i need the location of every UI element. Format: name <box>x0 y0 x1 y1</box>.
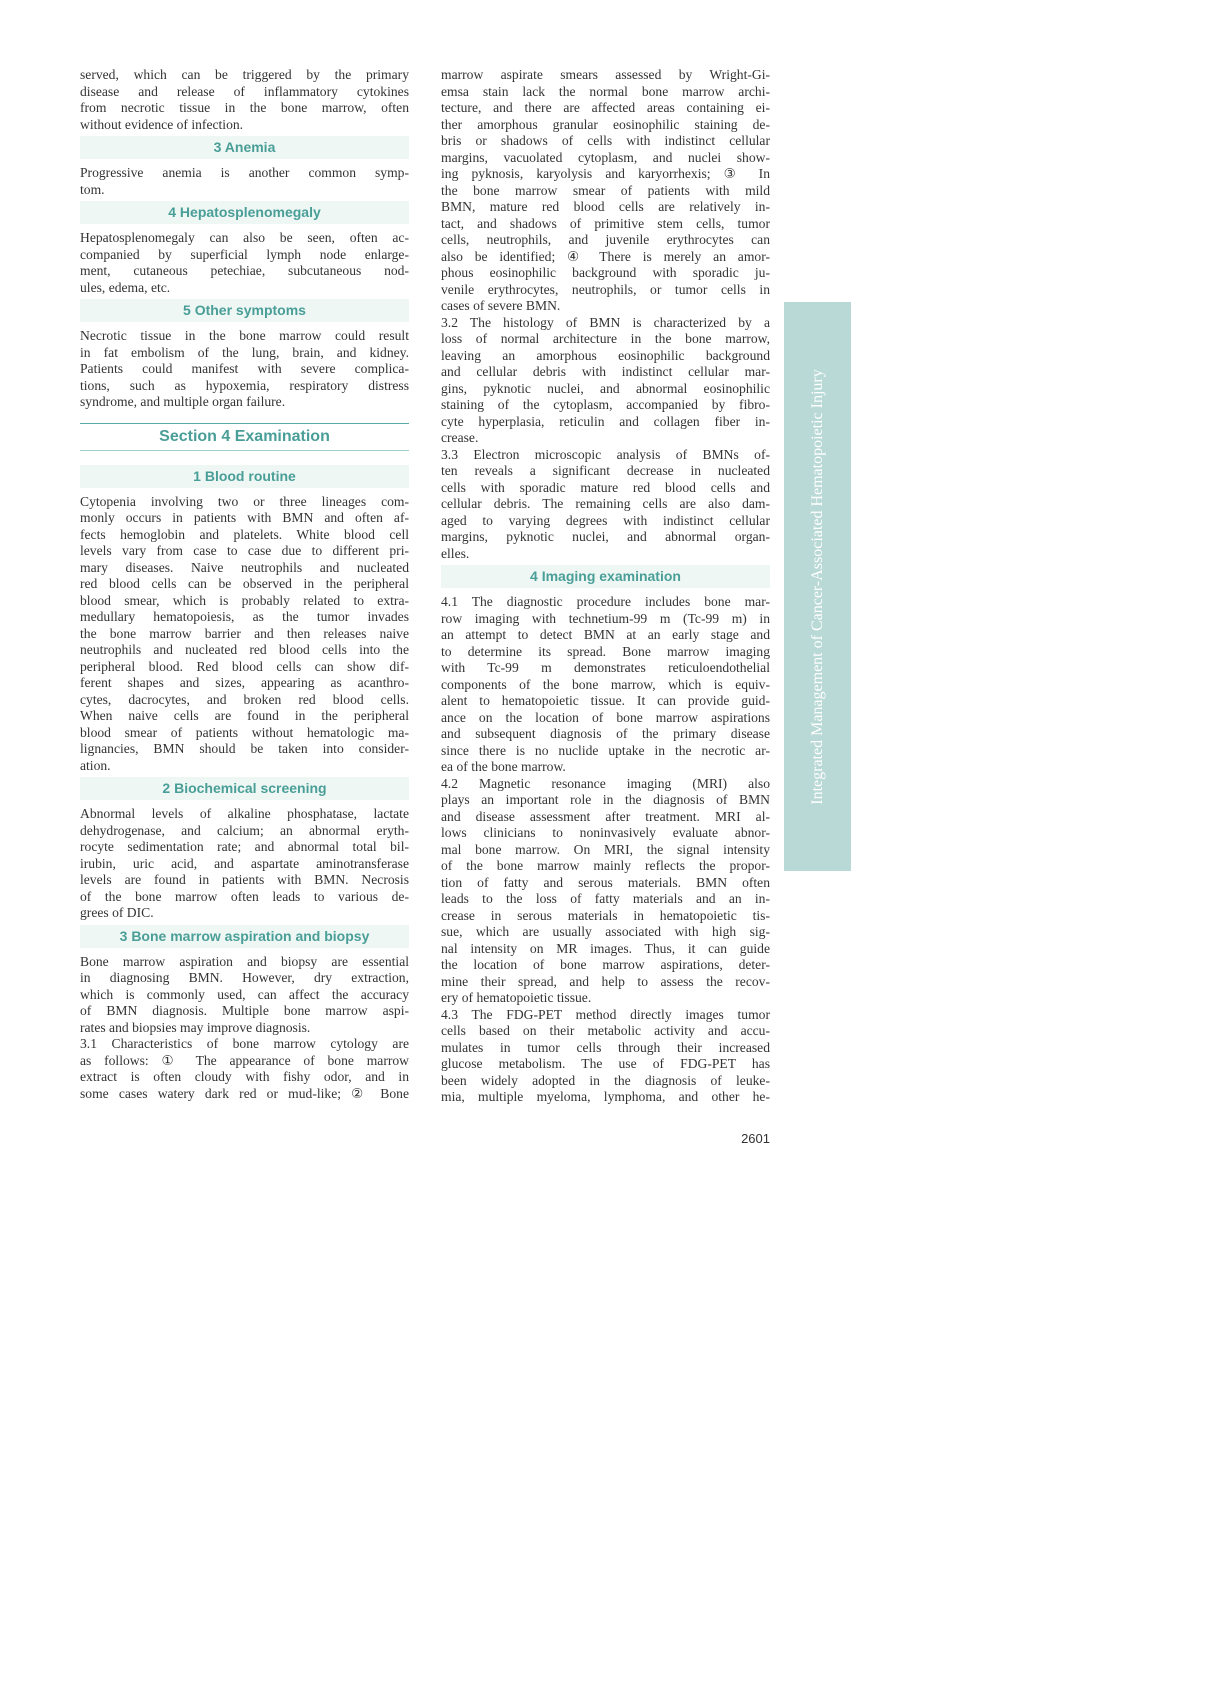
subsection-heading: 5 Other symptoms <box>80 299 409 322</box>
text-line: tecture, and there are affected areas containing ei- <box>441 100 770 115</box>
text-line: in fat embolism of the lung, brain, and kidney. <box>80 344 409 360</box>
text-line: the bone marrow barrier and then releases naive <box>80 625 409 641</box>
text-line: from necrotic tissue in the bone marrow, often <box>80 100 409 115</box>
text-line: margins, vacuolated cytoplasm, and nuclei show- <box>441 149 770 165</box>
text-line: emsa stain lack the normal bone marrow archi- <box>441 83 770 99</box>
text-line: crease in serous materials in hematopoietic tis- <box>441 907 770 923</box>
text-line: marrow aspirate smears assessed by Wright-Gi- <box>441 67 770 82</box>
text-line: ing pyknosis, karyolysis and karyorrhexis; ③ In <box>441 166 770 181</box>
subsection-heading: 2 Biochemical screening <box>80 777 409 800</box>
paragraph <box>80 328 409 411</box>
text-line: plays an important role in the diagnosis of BMN <box>441 792 770 807</box>
text-line: alent to hematopoietic tissue. It can provide guid- <box>441 693 770 708</box>
text-line: been widely adopted in the diagnosis of leuke- <box>441 1072 770 1088</box>
section-heading: Section 4 Examination <box>80 423 409 451</box>
text-line: Patients could manifest with severe complica- <box>80 361 409 376</box>
text-line: leaving an amorphous eosinophilic background <box>441 347 770 363</box>
text-line: row imaging with technetium-99 m (Tc-99 m) in <box>441 610 770 626</box>
text-line: fects hemoglobin and platelets. White blood cell <box>80 526 409 542</box>
text-line: the location of bone marrow aspirations, deter- <box>441 957 770 972</box>
text-line: and disease assessment after treatment. MRI al- <box>441 808 770 824</box>
text-line: blood smear, which is probably related to extra- <box>80 592 409 608</box>
text-line: mulates in tumor cells through their increased <box>441 1039 770 1055</box>
page-number: 2601 <box>741 1131 770 1146</box>
text-line: cells based on their metabolic activity and accu- <box>441 1023 770 1038</box>
text-line: staining of the cytoplasm, accompanied by fibro- <box>441 397 770 412</box>
text-line: with Tc-99 m demonstrates reticuloendothelial <box>441 660 770 675</box>
text-line: tact, and shadows of primitive stem cells, tumor <box>441 215 770 231</box>
text-line: without evidence of infection. <box>80 116 244 132</box>
text-line: some cases watery dark red or mud-like; ② Bone <box>80 1085 409 1101</box>
text-line: levels vary from case to case due to different pri- <box>80 543 409 558</box>
text-line: tom. <box>80 181 105 197</box>
text-line: of BMN diagnosis. Multiple bone marrow aspi- <box>80 1003 409 1018</box>
right-column <box>441 67 770 1106</box>
subsection-heading: 4 Imaging examination <box>441 565 770 588</box>
text-line: Cytopenia involving two or three lineages com- <box>80 493 409 509</box>
text-line: Necrotic tissue in the bone marrow could result <box>80 328 409 343</box>
text-line: since there is no nuclide uptake in the necrotic ar- <box>441 742 770 758</box>
text-line: irubin, uric acid, and aspartate aminotransferase <box>80 855 409 871</box>
text-line: grees of DIC. <box>80 905 154 920</box>
text-line: cells, neutrophils, and juvenile erythrocytes can <box>441 232 770 247</box>
text-line: an attempt to detect BMN at an early stage and <box>441 627 770 642</box>
text-line: tions, such as hypoxemia, respiratory distress <box>80 377 409 393</box>
paragraph <box>441 1007 770 1106</box>
text-line: served, which can be triggered by the primary <box>80 67 409 82</box>
text-line: ation. <box>80 757 111 773</box>
text-line: rates and biopsies may improve diagnosis. <box>80 1019 311 1035</box>
text-line: 4.3 The FDG-PET method directly images tumor <box>441 1006 770 1022</box>
text-line: cells with sporadic mature red blood cells and <box>441 479 770 495</box>
text-line: tion of fatty and serous materials. BMN often <box>441 874 770 890</box>
text-line: mia, multiple myeloma, lymphoma, and other he- <box>441 1089 770 1104</box>
paragraph <box>80 494 409 775</box>
text-line: Abnormal levels of alkaline phosphatase, lactate <box>80 806 409 821</box>
text-line: aged to varying degrees with indistinct cellular <box>441 512 770 528</box>
text-line: cyte hyperplasia, reticulin and collagen fiber in- <box>441 413 770 429</box>
text-line: companied by superficial lymph node enlarge- <box>80 246 409 262</box>
paragraph <box>80 954 409 1037</box>
subsection-heading: 3 Bone marrow aspiration and biopsy <box>80 925 409 948</box>
text-line: 3.3 Electron microscopic analysis of BMNs of- <box>441 446 770 462</box>
text-line: Hepatosplenomegaly can also be seen, often ac- <box>80 230 409 245</box>
text-line: monly occurs in patients with BMN and often af- <box>80 510 409 525</box>
text-line: When naive cells are found in the peripheral <box>80 708 409 723</box>
text-line: nal intensity on MR images. Thus, it can guide <box>441 940 770 956</box>
text-line: dehydrogenase, and calcium; an abnormal eryth- <box>80 822 409 838</box>
running-title-tab <box>784 302 851 871</box>
paragraph <box>441 776 770 1007</box>
text-line: disease and release of inflammatory cytokines <box>80 83 409 99</box>
paragraph <box>441 594 770 776</box>
text-line: Progressive anemia is another common symp- <box>80 165 409 180</box>
text-line: extract is often cloudy with fishy odor, and in <box>80 1069 409 1084</box>
text-line: of the bone marrow often leads to various de- <box>80 888 409 904</box>
paragraph <box>80 230 409 296</box>
text-line: phous eosinophilic background with sporadic ju- <box>441 265 770 280</box>
text-line: of the bone marrow mainly reflects the propor- <box>441 858 770 873</box>
text-line: to determine its spread. Bone marrow imaging <box>441 643 770 659</box>
text-line: Bone marrow aspiration and biopsy are essential <box>80 953 409 969</box>
text-line: venile erythrocytes, neutrophils, or tumor cells in <box>441 281 770 297</box>
subsection-heading: 1 Blood routine <box>80 465 409 488</box>
text-line: crease. <box>441 430 479 445</box>
text-line: peripheral blood. Red blood cells can show dif- <box>80 658 409 674</box>
text-line: ance on the location of bone marrow aspirations <box>441 709 770 725</box>
running-title: Integrated Management of Cancer-Associated Hematopoietic Injury <box>808 368 826 805</box>
text-line: 4.1 The diagnostic procedure includes bone mar- <box>441 594 770 609</box>
text-line: BMN, mature red blood cells are relatively in- <box>441 199 770 214</box>
paragraph <box>80 1036 409 1102</box>
paragraph <box>441 67 770 315</box>
text-line: neutrophils and nucleated red blood cells into the <box>80 642 409 657</box>
text-line: 3.2 The histology of BMN is characterized by a <box>441 314 770 330</box>
paragraph <box>80 165 409 198</box>
paragraph <box>441 447 770 563</box>
text-line: cytes, dacrocytes, and broken red blood cells. <box>80 691 409 707</box>
text-line: blood smear of patients without hematologic ma- <box>80 724 409 740</box>
text-line: mine their spread, and help to assess the recov- <box>441 973 770 989</box>
text-line: lignancies, BMN should be taken into consider- <box>80 741 409 756</box>
text-line: ules, edema, etc. <box>80 279 171 295</box>
text-line: also be identified; ④ There is merely an amor- <box>441 248 770 264</box>
text-line: 3.1 Characteristics of bone marrow cytology are <box>80 1036 409 1051</box>
text-line: margins, pyknotic nuclei, and abnormal organ- <box>441 529 770 544</box>
text-line: 4.2 Magnetic resonance imaging (MRI) also <box>441 775 770 791</box>
text-line: glucose metabolism. The use of FDG-PET has <box>441 1056 770 1071</box>
text-line: gins, pyknotic nuclei, and abnormal eosinophilic <box>441 380 770 396</box>
text-line: red blood cells can be observed in the peripheral <box>80 576 409 591</box>
text-line: in diagnosing BMN. However, dry extraction, <box>80 970 409 985</box>
text-line: and cellular debris with indistinct cellular mar- <box>441 364 770 379</box>
text-line: components of the bone marrow, which is equiv- <box>441 676 770 692</box>
text-line: ferent shapes and sizes, appearing as acanthro- <box>80 675 409 690</box>
text-line: the bone marrow smear of patients with mild <box>441 182 770 198</box>
text-line: as follows: ① The appearance of bone marrow <box>80 1052 409 1068</box>
subsection-heading: 4 Hepatosplenomegaly <box>80 201 409 224</box>
text-line: sue, which are usually associated with high sig- <box>441 924 770 939</box>
text-line: leads to the loss of fatty materials and an in- <box>441 891 770 906</box>
left-column <box>80 67 409 1102</box>
text-line: elles. <box>441 545 470 561</box>
text-line: which is commonly used, can affect the accuracy <box>80 986 409 1002</box>
text-line: lows clinicians to noninvasively evaluate abnor- <box>441 825 770 840</box>
text-line: ea of the bone marrow. <box>441 759 566 774</box>
text-line: ten reveals a significant decrease in nucleated <box>441 463 770 478</box>
text-line: rocyte sedimentation rate; and abnormal total bil- <box>80 839 409 854</box>
paragraph <box>80 67 409 133</box>
paragraph <box>80 806 409 922</box>
subsection-heading: 3 Anemia <box>80 136 409 159</box>
text-line: mary diseases. Naive neutrophils and nucleated <box>80 559 409 575</box>
text-line: ery of hematopoietic tissue. <box>441 990 592 1005</box>
paragraph <box>441 315 770 447</box>
text-line: cases of severe BMN. <box>441 298 561 313</box>
text-line: syndrome, and multiple organ failure. <box>80 394 286 409</box>
text-line: ment, cutaneous petechiae, subcutaneous nod- <box>80 263 409 278</box>
text-line: mal bone marrow. On MRI, the signal intensity <box>441 841 770 857</box>
text-line: levels are found in patients with BMN. Necrosis <box>80 872 409 887</box>
text-line: and subsequent diagnosis of the primary disease <box>441 726 770 741</box>
text-line: bris or shadows of cells with indistinct cellular <box>441 133 770 148</box>
text-line: loss of normal architecture in the bone marrow, <box>441 331 770 346</box>
text-line: ther amorphous granular eosinophilic staining de- <box>441 116 770 132</box>
text-line: cellular debris. The remaining cells are also dam- <box>441 496 770 511</box>
text-line: medullary hematopoiesis, as the tumor invades <box>80 609 409 624</box>
